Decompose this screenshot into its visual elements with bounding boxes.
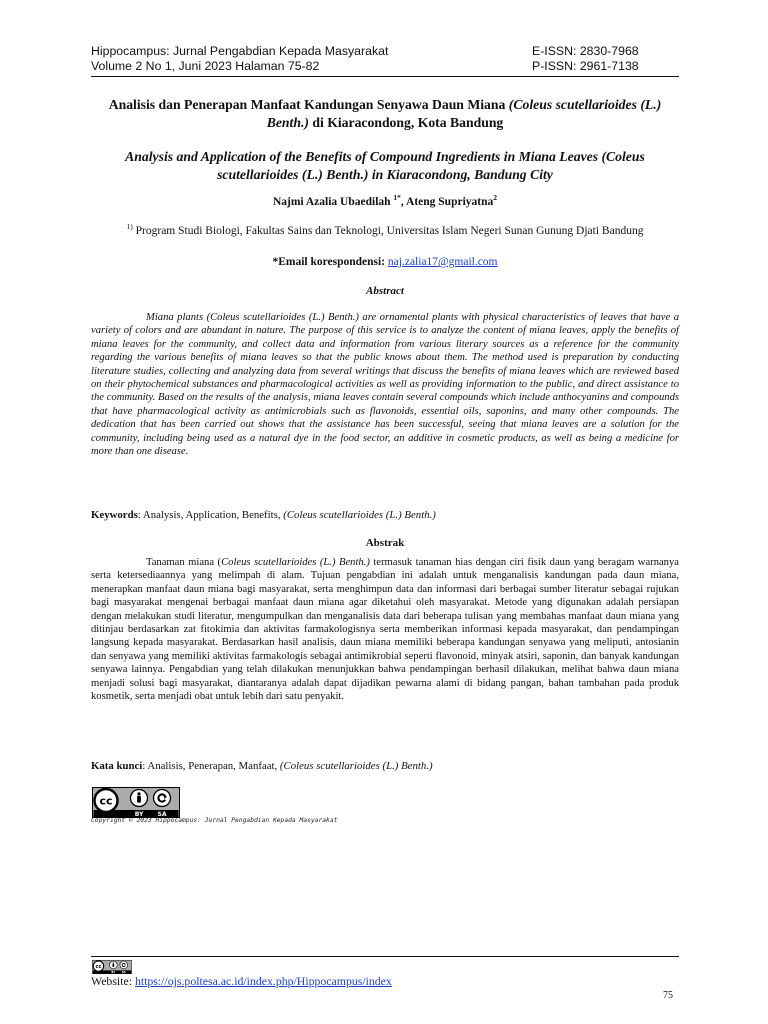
abstrak-body: termasuk tanaman hias dengan ciri fisik daun yang beragam warnanya serta ketersediaannya yang melimpah di alam. Tujuan pengabdian ini adalah untuk menganalisis kandungan pada daun miana, menerapkan manfaat daun miana bagi masyarakat, serta menghimpun data dan informasi dari berbagai sumber literatur sebagai rujukan bagi masyarakat mengenai berbagai manfaat daun miana agar diketahui oleh masyarakat. Metode yang digunakan adalah persiapan dengan melakukan studi literatur, mengumpulkan dan menganalisis data dari beberapa tulisan yang membahas manfaat daun miana yang ditinjau berdasarkan zat fitokimia dan aktivitas farmakologisnya serta memberikan informasi kepada masyarakat, dan pendampingan langsung kepada masyarakat. Berdasarkan hasil analisis, daun miana memiliki beberapa kandungan senyawa yang meliputi, antosianin dan senyawa yang memiliki aktivitas farmakologis sebagai antimikrobial seperti flavonoid, minyak atsiri, saponin, dan banyak kandungan senyawa lainnya. Pengabdian yang telah dilakukan menunjukkan bahwa pendampingan berhasil dilakukan, melihat bahwa daun miana menjadi solusi bagi masyarakat, diantaranya adalah dapat dijadikan pewarna alami di bidang pangan, bahan tambahan pada produk kosmetik, serta menjadi obat untuk lebih dari satu penyakit. — [91, 557, 679, 703]
email-label: *Email korespondensi: — [272, 256, 388, 268]
website-label: Website: — [91, 974, 135, 988]
copyright-notice: Copyright © 2023 Hippocampus: Jurnal Pengabdian Kepada Masyarakat — [91, 817, 338, 824]
abstrak-species: Coleus scutellarioides (L.) Benth.) — [221, 557, 370, 568]
header-rule — [91, 76, 679, 77]
author-2: Ateng Supriyatna — [406, 196, 494, 208]
abstrak-text — [91, 556, 679, 703]
title-id-species: (Coleus scutellarioides (L.) Benth.) — [266, 97, 662, 130]
keywords — [91, 508, 679, 522]
author-1: Najmi Azalia Ubaedilah — [272, 196, 394, 208]
keywords-text: : Analysis, Application, Benefits, — [137, 509, 284, 521]
page-number: 75 — [663, 990, 673, 1001]
author-separator: , — [400, 196, 407, 208]
abstrak-lead: Tanaman miana ( — [146, 557, 222, 568]
volume-info: Volume 2 No 1, Juni 2023 Halaman 75-82 — [91, 59, 320, 73]
affiliation — [91, 224, 679, 238]
cc-glyph: cc — [99, 794, 113, 808]
pissn: P-ISSN: 2961-7138 — [532, 59, 639, 73]
author-2-sup: 2 — [493, 193, 498, 203]
keywords-label: Keywords — [91, 509, 138, 521]
keywords-species: (Coleus scutellarioides (L.) Benth.) — [283, 509, 436, 521]
kata-kunci-species: (Coleus scutellarioides (L.) Benth.) — [279, 760, 433, 772]
abstrak-heading: Abstrak — [365, 537, 405, 549]
title-english: Analysis and Application of the Benefits of Compound Ingredients in Miana Leaves (Coleus scutellarioides (L.) Benth.) in Kiaracondong, Bandung City — [125, 149, 645, 182]
sa-label: SA — [157, 811, 167, 818]
author-1-sup: 1* — [393, 193, 401, 203]
cc-by-sa-license-icon[interactable] — [91, 787, 181, 818]
kata-kunci-label: Kata kunci — [91, 760, 143, 772]
footer-rule — [91, 956, 679, 957]
journal-name: Hippocampus: Jurnal Pengabdian Kepada Masyarakat — [91, 44, 389, 58]
website-line — [91, 974, 392, 989]
eissn: E-ISSN: 2830-7968 — [532, 44, 639, 58]
title-indonesian — [91, 96, 679, 132]
affiliation-sup: 1) — [126, 222, 133, 232]
website-link[interactable]: https://ojs.poltesa.ac.id/index.php/Hippocampus/index — [134, 974, 392, 988]
abstract-text: Miana plants (Coleus scutellarioides (L.) Benth.) are ornamental plants with physical characteristics of leaves that have a variety of colors and are abundant in nature. The purpose of this service is to analyze the content of miana leaves, apply the benefits of miana leaves for the community, and collect data and information from various literary sources as a reference for the community regarding the various benefits of miana leaves so that the public knows about them. The method used is preparation by conducting literature studies, collecting and analyzing data from several writings that discuss the benefits of miana leaves which are reviewed based on their phytochemical substances and pharmacological activities as well as providing information to the public, and direct assistance to the community. Based on the results of the analysis, miana leaves contain several compounds which include anthocyanins and compounds that have pharmacological activity as antimicrobials such as flavonoids, essential oils, saponins, and many other compounds. The dedication that has been carried out shows that the assistance has been successful, seeing that miana leaves are a solution for the community, including being used as a natural dye in the food sector, an additive in cosmetic products, as well as being a medicine for more than one disease. — [91, 312, 679, 458]
cc-glyph-small: cc — [95, 963, 102, 970]
correspondence-email — [91, 255, 679, 269]
kata-kunci — [91, 759, 679, 773]
affiliation-text: Program Studi Biologi, Fakultas Sains dan Teknologi, Universitas Islam Negeri Sunan Gunung Djati Bandung — [132, 225, 644, 237]
authors — [91, 195, 679, 209]
abstract-heading: Abstract — [366, 285, 404, 297]
by-label-small: BY — [111, 970, 116, 974]
kata-kunci-text: : Analisis, Penerapan, Manfaat, — [142, 760, 280, 772]
sa-label-small: SA — [121, 970, 126, 974]
by-label: BY — [134, 811, 144, 818]
title-id-suffix: di Kiaracondong, Kota Bandung — [308, 115, 504, 130]
email-link[interactable]: naj.zalia17@gmail.com — [387, 256, 498, 268]
cc-by-sa-small-icon[interactable] — [91, 960, 133, 974]
title-id-prefix: Analisis dan Penerapan Manfaat Kandungan Senyawa Daun Miana — [108, 97, 509, 112]
